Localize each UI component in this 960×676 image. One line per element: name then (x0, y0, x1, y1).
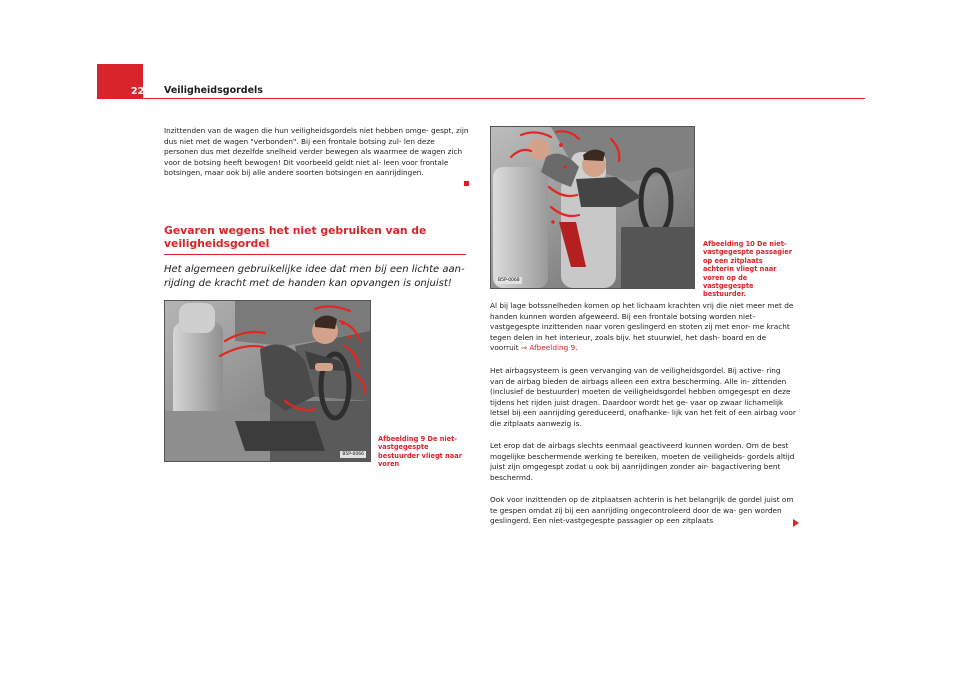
figure-9-illustration (164, 300, 371, 462)
continue-arrow-icon (793, 519, 799, 527)
figure-10-caption: Afbeelding 10 De niet- vastgegespte passagier op een zitplaats achterin vliegt naar voren op de vastgegespte bestuurder. (703, 240, 792, 299)
unbelted-driver-illustration (165, 301, 370, 461)
figure-9-caption: Afbeelding 9 De niet- vastgegespte bestuurder vliegt naar voren (378, 435, 462, 469)
right-paragraph-1-end: . (575, 343, 578, 353)
page-number: 22 (131, 86, 145, 97)
right-paragraph-3: Let erop dat de airbags slechts eenmaal geactiveerd kunnen worden. Om de best mogelijke beschermende werking te bereiken, moeten de veiligheids- gordels altijd juist zijn omgegespt zodat u ook bij aanrijdingen zonder air- bagactivering bent beschermd. (490, 441, 795, 482)
left-paragraph: Inzittenden van de wagen die hun veiligheidsgordels niet hebben omge- gespt, zijn dus niet met de wagen "verbonden". Bij een frontale botsing zul- len deze personen dus met dezelfde snelheid verder bewegen als waarmee de wagen zich voor de botsing heeft bewogen! Dit voorbeeld geldt niet al- leen voor frontale botsingen, maar ook bij alle andere soorten botsingen en aanrijdingen. (164, 126, 469, 178)
section-heading: Gevaren wegens het niet gebruiken van de veiligheidsgordel (164, 224, 427, 250)
header-rule (143, 98, 865, 99)
right-paragraph-1 (490, 301, 796, 354)
unbelted-rear-passenger-illustration (491, 127, 694, 288)
section-heading-rule (164, 254, 466, 255)
figure-10-code: B5P-0068 (498, 278, 520, 283)
right-paragraph-2: Het airbagsysteem is geen vervanging van de veiligheidsgordel. Bij active- ring van de airbag bieden de airbags alleen een extra bescherming. Alle in- zittenden (inclusief de bestuurder) moeten de veiligheidsgordel hebben omgegespt en deze tijdens het rijden juist dragen. Daardoor wordt het ge- vaar op zwaar lichamelijk letsel bij een aanrijding gereduceerd, onafhanke- lijk van het feit of een airbag voor die zitplaats aanwezig is. (490, 366, 796, 428)
right-paragraph-4: Ook voor inzittenden op de zitplaatsen achterin is het belangrijk de gordel juist om te gespen omdat zij bij een aanrijding ongecontroleerd door de wa- gen worden geslingerd. Een niet-vastgegespte passagier op een zitplaats (490, 495, 794, 526)
section-end-marker (464, 181, 469, 186)
right-paragraph-1-text: Al bij lage botssnelheden komen op het lichaam krachten vrij die niet meer met de handen kunnen worden afgeweerd. Bij een frontale botsing worden niet-vastgegespte inzittenden naar voren geslingerd en stoten zij met enor- me kracht tegen delen in het interieur, zoals bijv. het stuurwiel, het dash- board en de voorruit (490, 301, 794, 353)
figure-9-code: B5P-0066 (342, 452, 364, 457)
figure-9-link[interactable]: ⇒ Afbeelding 9 (520, 343, 576, 353)
chapter-title: Veiligheidsgordels (164, 85, 263, 96)
figure-10-illustration (490, 126, 695, 289)
section-intro: Het algemeen gebruikelijke idee dat men bij een lichte aan- rijding de kracht met de handen kan opvangen is onjuist! (164, 264, 465, 289)
